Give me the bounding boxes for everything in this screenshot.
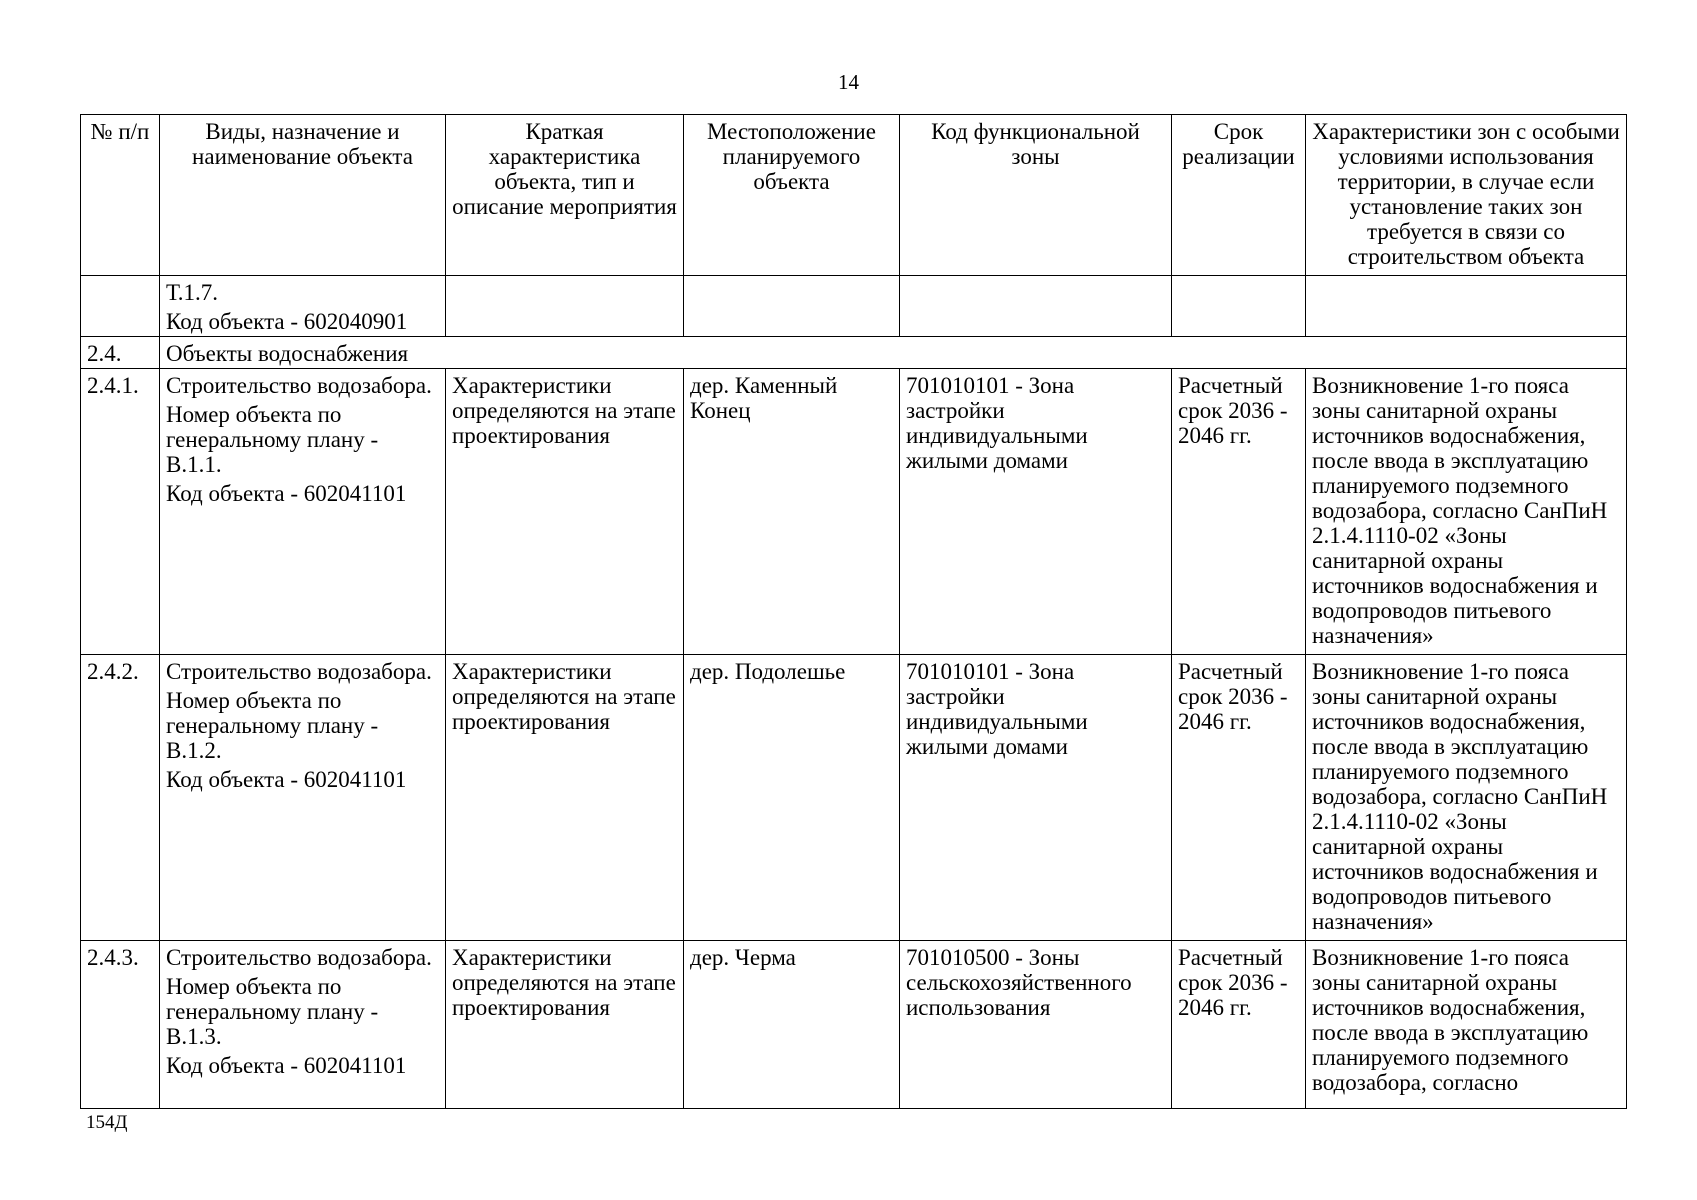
cell-zone-characteristics: Возникновение 1-го пояса зоны санитарной охраны источников водоснабжения, после ввода в эксплуатацию планируемого подземного водозабора, согласно — [1306, 941, 1627, 1109]
cell-zone-code: 701010101 - Зона застройки индивидуальными жилыми домами — [900, 655, 1172, 941]
cell-zone-characteristics — [1306, 276, 1627, 337]
cell-term — [1172, 276, 1306, 337]
plan-number: Номер объекта по генеральному плану - В.1.1. — [166, 402, 379, 477]
page-number: 14 — [838, 70, 859, 94]
header-zone-code: Код функциональной зоны — [900, 115, 1172, 276]
cell-zone-code: 701010101 - Зона застройки индивидуальными жилыми домами — [900, 369, 1172, 655]
section-row — [81, 337, 1627, 369]
row-number: 2.4.3. — [81, 941, 160, 1109]
planned-objects-table — [80, 114, 1627, 1109]
table-row — [81, 655, 1627, 941]
header-location: Местоположение планируемого объекта — [684, 115, 900, 276]
cell-object-name — [160, 655, 446, 941]
section-number: 2.4. — [81, 337, 160, 369]
header-term: Срок реализации — [1172, 115, 1306, 276]
header-number: № п/п — [81, 115, 160, 276]
object-name: Строительство водозабора. — [166, 945, 432, 970]
plan-number: Номер объекта по генеральному плану - В.1.3. — [166, 974, 379, 1049]
section-title: Объекты водоснабжения — [160, 337, 1627, 369]
row-number: 2.4.2. — [81, 655, 160, 941]
cell-characteristic: Характеристики определяются на этапе проектирования — [446, 655, 684, 941]
cell-location — [684, 276, 900, 337]
cell-object-name — [160, 276, 446, 337]
cell-term: Расчетный срок 2036 - 2046 гг. — [1172, 369, 1306, 655]
object-code: Код объекта - 602041101 — [166, 1053, 407, 1078]
continuation-row — [81, 276, 1627, 337]
cell-zone-characteristics: Возникновение 1-го пояса зоны санитарной охраны источников водоснабжения, после ввода в эксплуатацию планируемого подземного водозабора, согласно СанПиН 2.1.4.1110-02 «Зоны санитарной охраны источников водоснабжения и водопроводов питьевого назначения» — [1306, 369, 1627, 655]
plan-number: Номер объекта по генеральному плану - В.1.2. — [166, 688, 379, 763]
cell-characteristic: Характеристики определяются на этапе проектирования — [446, 941, 684, 1109]
cell-object-name — [160, 941, 446, 1109]
table-body — [81, 276, 1627, 1109]
object-code: Код объекта - 602040901 — [166, 309, 408, 334]
object-code: Код объекта - 602041101 — [166, 481, 407, 506]
table-header — [81, 115, 1627, 276]
cell-location: дер. Подолешье — [684, 655, 900, 941]
cell-characteristic: Характеристики определяются на этапе проектирования — [446, 369, 684, 655]
cell-number — [81, 276, 160, 337]
cell-location: дер. Черма — [684, 941, 900, 1109]
header-row — [81, 115, 1627, 276]
table-row — [81, 369, 1627, 655]
cell-term: Расчетный срок 2036 - 2046 гг. — [1172, 655, 1306, 941]
object-code: Код объекта - 602041101 — [166, 767, 407, 792]
cell-zone-characteristics: Возникновение 1-го пояса зоны санитарной охраны источников водоснабжения, после ввода в эксплуатацию планируемого подземного водозабора, согласно СанПиН 2.1.4.1110-02 «Зоны санитарной охраны источников водоснабжения и водопроводов питьевого назначения» — [1306, 655, 1627, 941]
header-characteristic: Краткая характеристика объекта, тип и описание мероприятия — [446, 115, 684, 276]
cell-zone-code — [900, 276, 1172, 337]
plan-number-continuation: Т.1.7. — [166, 280, 218, 305]
cell-object-name — [160, 369, 446, 655]
cell-term: Расчетный срок 2036 - 2046 гг. — [1172, 941, 1306, 1109]
cell-characteristic — [446, 276, 684, 337]
object-name: Строительство водозабора. — [166, 659, 432, 684]
header-zone-characteristics: Характеристики зон с особыми условиями использования территории, в случае если установление таких зон требуется в связи со строительством объекта — [1306, 115, 1627, 276]
header-object-name: Виды, назначение и наименование объекта — [160, 115, 446, 276]
cell-location: дер. Каменный Конец — [684, 369, 900, 655]
table-row — [81, 941, 1627, 1109]
cell-zone-code: 701010500 - Зоны сельскохозяйственного использования — [900, 941, 1172, 1109]
row-number: 2.4.1. — [81, 369, 160, 655]
document-code: 154Д — [86, 1112, 128, 1133]
object-name: Строительство водозабора. — [166, 373, 432, 398]
